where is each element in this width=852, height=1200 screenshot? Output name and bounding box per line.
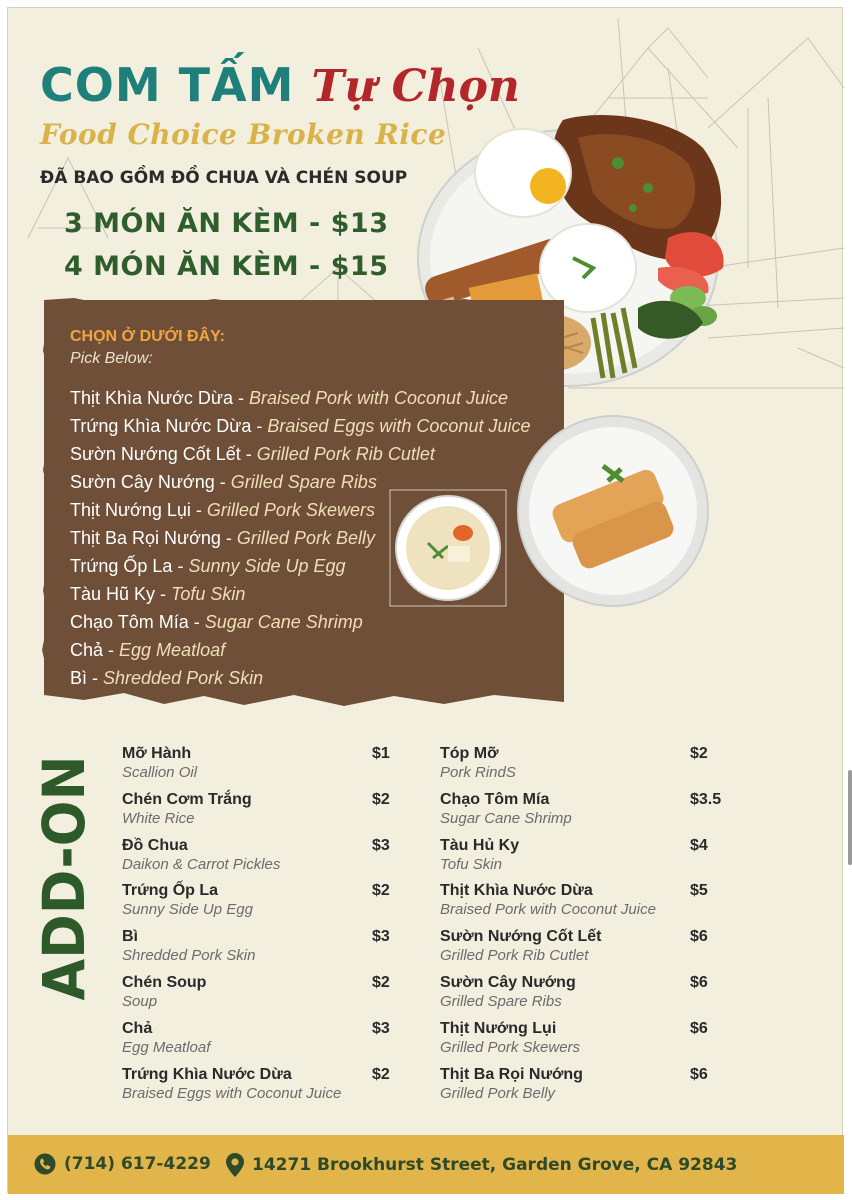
addon-desc: Scallion Oil	[122, 764, 198, 781]
choice-en: Grilled Pork Rib Cutlet	[256, 444, 435, 464]
addon-price: $5	[690, 882, 708, 900]
addon-name: Bì	[122, 928, 138, 946]
list-item	[122, 1065, 402, 1111]
list-item	[122, 744, 402, 790]
addon-name: Sườn Cây Nướng	[440, 973, 576, 991]
addon-column-right	[440, 744, 740, 1110]
addon-name: Trứng Khìa Nước Dừa	[122, 1065, 292, 1083]
choice-en: Grilled Spare Ribs	[230, 472, 377, 492]
list-item: Tàu Hũ Ky - Tofu Skin	[70, 584, 246, 604]
choice-en: Braised Pork with Coconut Juice	[248, 388, 509, 408]
addon-price: $2	[690, 745, 708, 762]
addon-name: Chén Soup	[122, 973, 207, 991]
choice-en: Tofu Skin	[171, 584, 246, 604]
addon-column-left	[122, 744, 402, 1110]
soup-bowl-image	[388, 488, 508, 608]
list-item: Thịt Khìa Nước Dừa - Braised Pork with Coconut Juice	[70, 388, 509, 408]
addon-price: $6	[690, 1019, 708, 1037]
list-item	[440, 1019, 740, 1065]
list-item: Sườn Cây Nướng - Grilled Spare Ribs	[70, 472, 377, 492]
addon-name: Thịt Nướng Lụi	[440, 1019, 557, 1037]
addon-price: $3	[372, 836, 390, 854]
included-note: ĐÃ BAO GỒM ĐỒ CHUA VÀ CHÉN SOUP	[40, 168, 408, 188]
choice-vi: Chạo Tôm Mía	[70, 612, 189, 632]
choice-en: Sunny Side Up Egg	[188, 556, 346, 576]
list-item	[440, 836, 740, 882]
addon-desc: Braised Pork with Coconut Juice	[440, 901, 656, 919]
choice-vi: Trứng Khìa Nước Dừa	[70, 416, 252, 436]
choice-vi: Trứng Ốp La	[70, 556, 173, 576]
addon-desc: Tofu Skin	[440, 855, 502, 873]
choice-vi: Sườn Cây Nướng	[70, 472, 215, 492]
addon-name: Trứng Ốp La	[122, 882, 219, 900]
addon-desc: Sunny Side Up Egg	[122, 901, 253, 919]
title-script: Tự Chọn	[311, 61, 520, 112]
addon-desc: Grilled Spare Ribs	[440, 992, 562, 1010]
addon-price: $6	[690, 928, 708, 946]
menu-subtitle: Food Choice Broken Rice	[40, 118, 447, 151]
list-item	[122, 790, 402, 836]
list-item: Bì - Shredded Pork Skin	[70, 668, 264, 688]
addon-desc: Braised Eggs with Coconut Juice	[122, 1084, 342, 1102]
addon-desc: White Rice	[122, 809, 195, 827]
choice-vi: Thịt Khìa Nước Dừa	[70, 388, 233, 408]
choice-vi: Thịt Ba Rọi Nướng	[70, 528, 221, 548]
choice-en: Grilled Pork Belly	[236, 528, 375, 548]
list-item: Trứng Khìa Nước Dừa - Braised Eggs with Coconut Juice	[70, 416, 531, 436]
addon-name: Chả	[122, 1019, 153, 1037]
addon-desc: Daikon & Carrot Pickles	[122, 855, 281, 873]
footer-address[interactable]	[226, 1153, 737, 1177]
choice-subheading: Pick Below:	[70, 350, 153, 367]
addon-desc: Pork RindS	[440, 764, 516, 781]
list-item	[440, 790, 740, 836]
addon-price: $2	[372, 1065, 390, 1083]
list-item: Thịt Nướng Lụi - Grilled Pork Skewers	[70, 500, 375, 520]
choice-vi: Sườn Nướng Cốt Lết	[70, 444, 241, 464]
choice-en: Egg Meatloaf	[119, 640, 226, 660]
addon-name: Tóp Mỡ	[440, 745, 499, 762]
footer-phone[interactable]	[34, 1153, 211, 1175]
choice-en: Sugar Cane Shrimp	[204, 612, 363, 632]
choice-vi: Bì	[70, 668, 88, 688]
addon-desc: Shredded Pork Skin	[122, 947, 256, 965]
list-item: Chạo Tôm Mía - Sugar Cane Shrimp	[70, 612, 363, 632]
list-item	[440, 1065, 740, 1111]
list-item	[440, 927, 740, 973]
addon-label	[30, 736, 98, 1003]
list-item	[122, 973, 402, 1019]
addon-name: Chén Cơm Trắng	[122, 790, 252, 808]
phone-icon	[34, 1153, 56, 1175]
address-text: 14271 Brookhurst Street, Garden Grove, CA 92843	[252, 1155, 738, 1175]
choice-en: Shredded Pork Skin	[103, 668, 264, 688]
choice-en: Grilled Pork Skewers	[206, 500, 375, 520]
title-main: COM TẤM	[40, 58, 295, 112]
list-item: Trứng Ốp La - Sunny Side Up Egg	[70, 556, 346, 576]
addon-name: Chạo Tôm Mía	[440, 790, 550, 808]
addon-price: $2	[372, 882, 390, 900]
choice-vi: Tàu Hũ Ky	[70, 584, 156, 604]
location-pin-icon	[226, 1153, 244, 1177]
list-item	[440, 744, 740, 790]
list-item	[122, 836, 402, 882]
list-item	[122, 881, 402, 927]
addon-price: $3.5	[690, 790, 722, 808]
menu-page	[7, 7, 843, 1193]
addon-price: $3	[372, 928, 390, 946]
addon-name: Sườn Nướng Cốt Lết	[440, 928, 602, 946]
addon-price: $6	[690, 973, 708, 991]
addon-name: Thịt Ba Rọi Nướng	[440, 1065, 583, 1083]
list-item	[122, 927, 402, 973]
list-item	[440, 973, 740, 1019]
menu-title	[40, 58, 520, 112]
addon-name: Đồ Chua	[122, 836, 188, 854]
addon-desc: Grilled Pork Belly	[440, 1084, 556, 1102]
svg-text:ADD-ON: ADD-ON	[30, 736, 98, 1001]
list-item	[440, 881, 740, 927]
price-option-3-sides: 3 MÓN ĂN KÈM - $13	[64, 208, 389, 239]
addon-price: $6	[690, 1065, 708, 1083]
addon-desc: Grilled Pork Skewers	[440, 1038, 581, 1056]
list-item	[122, 1019, 402, 1065]
price-option-4-sides: 4 MÓN ĂN KÈM - $15	[64, 251, 389, 282]
addon-name: Mỡ Hành	[122, 745, 192, 762]
addon-price: $3	[372, 1019, 390, 1037]
phone-number: (714) 617-4229	[64, 1154, 211, 1174]
addon-price: $2	[372, 790, 390, 808]
addon-desc: Egg Meatloaf	[122, 1038, 211, 1056]
choice-vi: Thịt Nướng Lụi	[70, 500, 191, 520]
addon-desc: Sugar Cane Shrimp	[440, 809, 572, 827]
addon-desc: Grilled Pork Rib Cutlet	[440, 947, 589, 965]
tofu-skin-roll-plate-image	[513, 411, 713, 611]
list-item: Thịt Ba Rọi Nướng - Grilled Pork Belly	[70, 528, 375, 548]
addon-price: $4	[690, 836, 708, 854]
addon-name: Tàu Hủ Ky	[440, 836, 520, 854]
addon-desc: Soup	[122, 992, 158, 1010]
footer-bar	[8, 1135, 844, 1194]
addon-price: $1	[372, 745, 390, 762]
list-item: Sườn Nướng Cốt Lết - Grilled Pork Rib Cutlet	[70, 444, 435, 464]
choice-en: Braised Eggs with Coconut Juice	[267, 416, 531, 436]
scrollbar[interactable]	[848, 770, 852, 865]
choice-heading: CHỌN Ở DƯỚI ĐÂY:	[70, 328, 225, 345]
list-item: Chả - Egg Meatloaf	[70, 640, 226, 660]
choice-vi: Chả	[70, 640, 104, 660]
addon-price: $2	[372, 973, 390, 991]
addon-name: Thịt Khìa Nước Dừa	[440, 882, 593, 900]
